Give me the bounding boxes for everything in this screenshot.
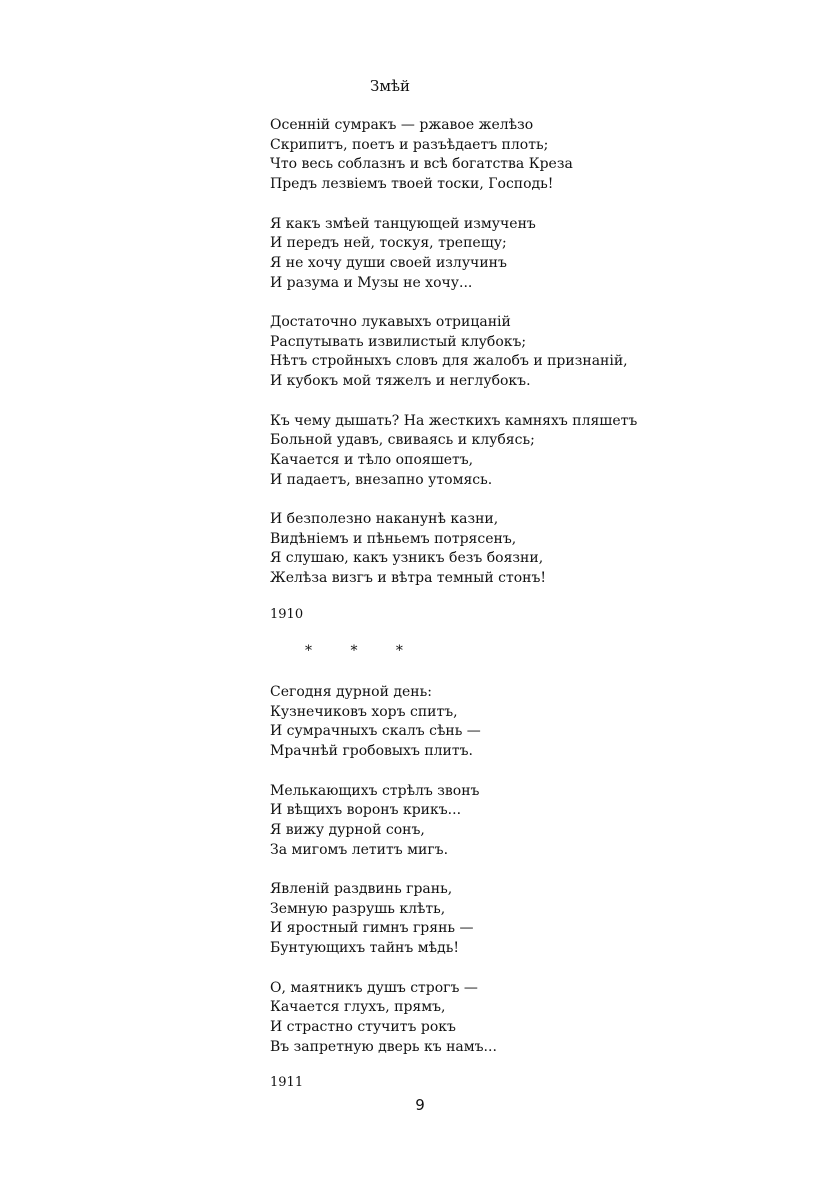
verse-line: Въ запретную дверь къ намъ...	[270, 1038, 497, 1055]
stanza	[270, 880, 497, 959]
verse-line: Земную разрушь клѣть,	[270, 900, 446, 917]
verse-line: Мелькающихъ стрѣлъ звонъ	[270, 782, 480, 799]
verse-line: Сегодня дурной день:	[270, 684, 432, 700]
section-separator: * * *	[305, 643, 420, 659]
stanza	[270, 510, 637, 589]
verse-line: Распутывать извилистый клубокъ;	[270, 333, 527, 350]
poem-1-year: 1910	[270, 607, 304, 622]
poem-2-year: 1911	[270, 1075, 304, 1090]
verse-line: Качается глухъ, прямъ,	[270, 999, 446, 1016]
verse-line: Достаточно лукавыхъ отрицаній	[270, 314, 511, 330]
verse-line: Нѣтъ стройныхъ словъ для жалобъ и признаній,	[270, 353, 628, 370]
verse-line: И передъ ней, тоскуя, трепещу;	[270, 235, 507, 252]
verse-line: За мигомъ летитъ мигъ.	[270, 841, 449, 858]
verse-line: Я какъ змѣей танцующей измученъ	[270, 215, 536, 232]
stanza	[270, 683, 497, 762]
verse-line: О, маятникъ душъ строгъ —	[270, 979, 478, 996]
poem-title: Змѣй	[370, 77, 411, 95]
stanza	[270, 116, 637, 195]
verse-line: И кубокъ мой тяжелъ и неглубокъ.	[270, 373, 531, 390]
verse-line: Я не хочу души своей излучинъ	[270, 254, 507, 271]
verse-line: Что весь соблазнъ и всѣ богатства Креза	[270, 156, 573, 173]
stanza	[270, 313, 637, 392]
verse-line: И сумрачныхъ скалъ сѣнь —	[270, 723, 481, 740]
verse-line: Мрачнѣй гробовыхъ плитъ.	[270, 743, 473, 760]
stanza	[270, 782, 497, 861]
poem-2-body	[270, 683, 497, 1077]
verse-line: Къ чему дышать? На жесткихъ камняхъ пляшетъ	[270, 412, 638, 429]
verse-line: Желѣза визгъ и вѣтра темный стонъ!	[270, 570, 546, 587]
verse-line: Больной удавъ, свиваясь и клубясь;	[270, 432, 535, 449]
verse-line: Бунтующихъ тайнъ мѣдь!	[270, 940, 459, 957]
verse-line: И вѣщихъ воронъ крикъ...	[270, 802, 462, 819]
verse-line: Кузнечиковъ хоръ спитъ,	[270, 703, 458, 720]
verse-line: Видѣніемъ и пѣньемъ потрясенъ,	[270, 530, 517, 547]
stanza	[270, 979, 497, 1058]
page-number: 9	[415, 1096, 425, 1114]
stanza	[270, 412, 637, 491]
verse-line: Явленій раздвинь грань,	[270, 881, 453, 897]
stanza	[270, 215, 637, 294]
verse-line: Предъ лезвіемъ твоей тоски, Господь!	[270, 176, 554, 193]
poem-1-body	[270, 116, 637, 609]
verse-line: И безполезно наканунѣ казни,	[270, 511, 499, 527]
verse-line: Скрипитъ, поетъ и разъѣдаетъ плоть;	[270, 136, 549, 153]
verse-line: И падаетъ, внезапно утомясь.	[270, 471, 493, 488]
verse-line: Осенній сумракъ — ржавое желѣзо	[270, 117, 534, 133]
verse-line: Я слушаю, какъ узникъ безъ боязни,	[270, 550, 544, 567]
verse-line: Качается и тѣло опояшетъ,	[270, 451, 474, 468]
verse-line: И страстно стучитъ рокъ	[270, 1018, 456, 1035]
verse-line: Я вижу дурной сонъ,	[270, 821, 425, 838]
verse-line: И яростный гимнъ грянь —	[270, 920, 474, 937]
verse-line: И разума и Музы не хочу...	[270, 274, 473, 291]
